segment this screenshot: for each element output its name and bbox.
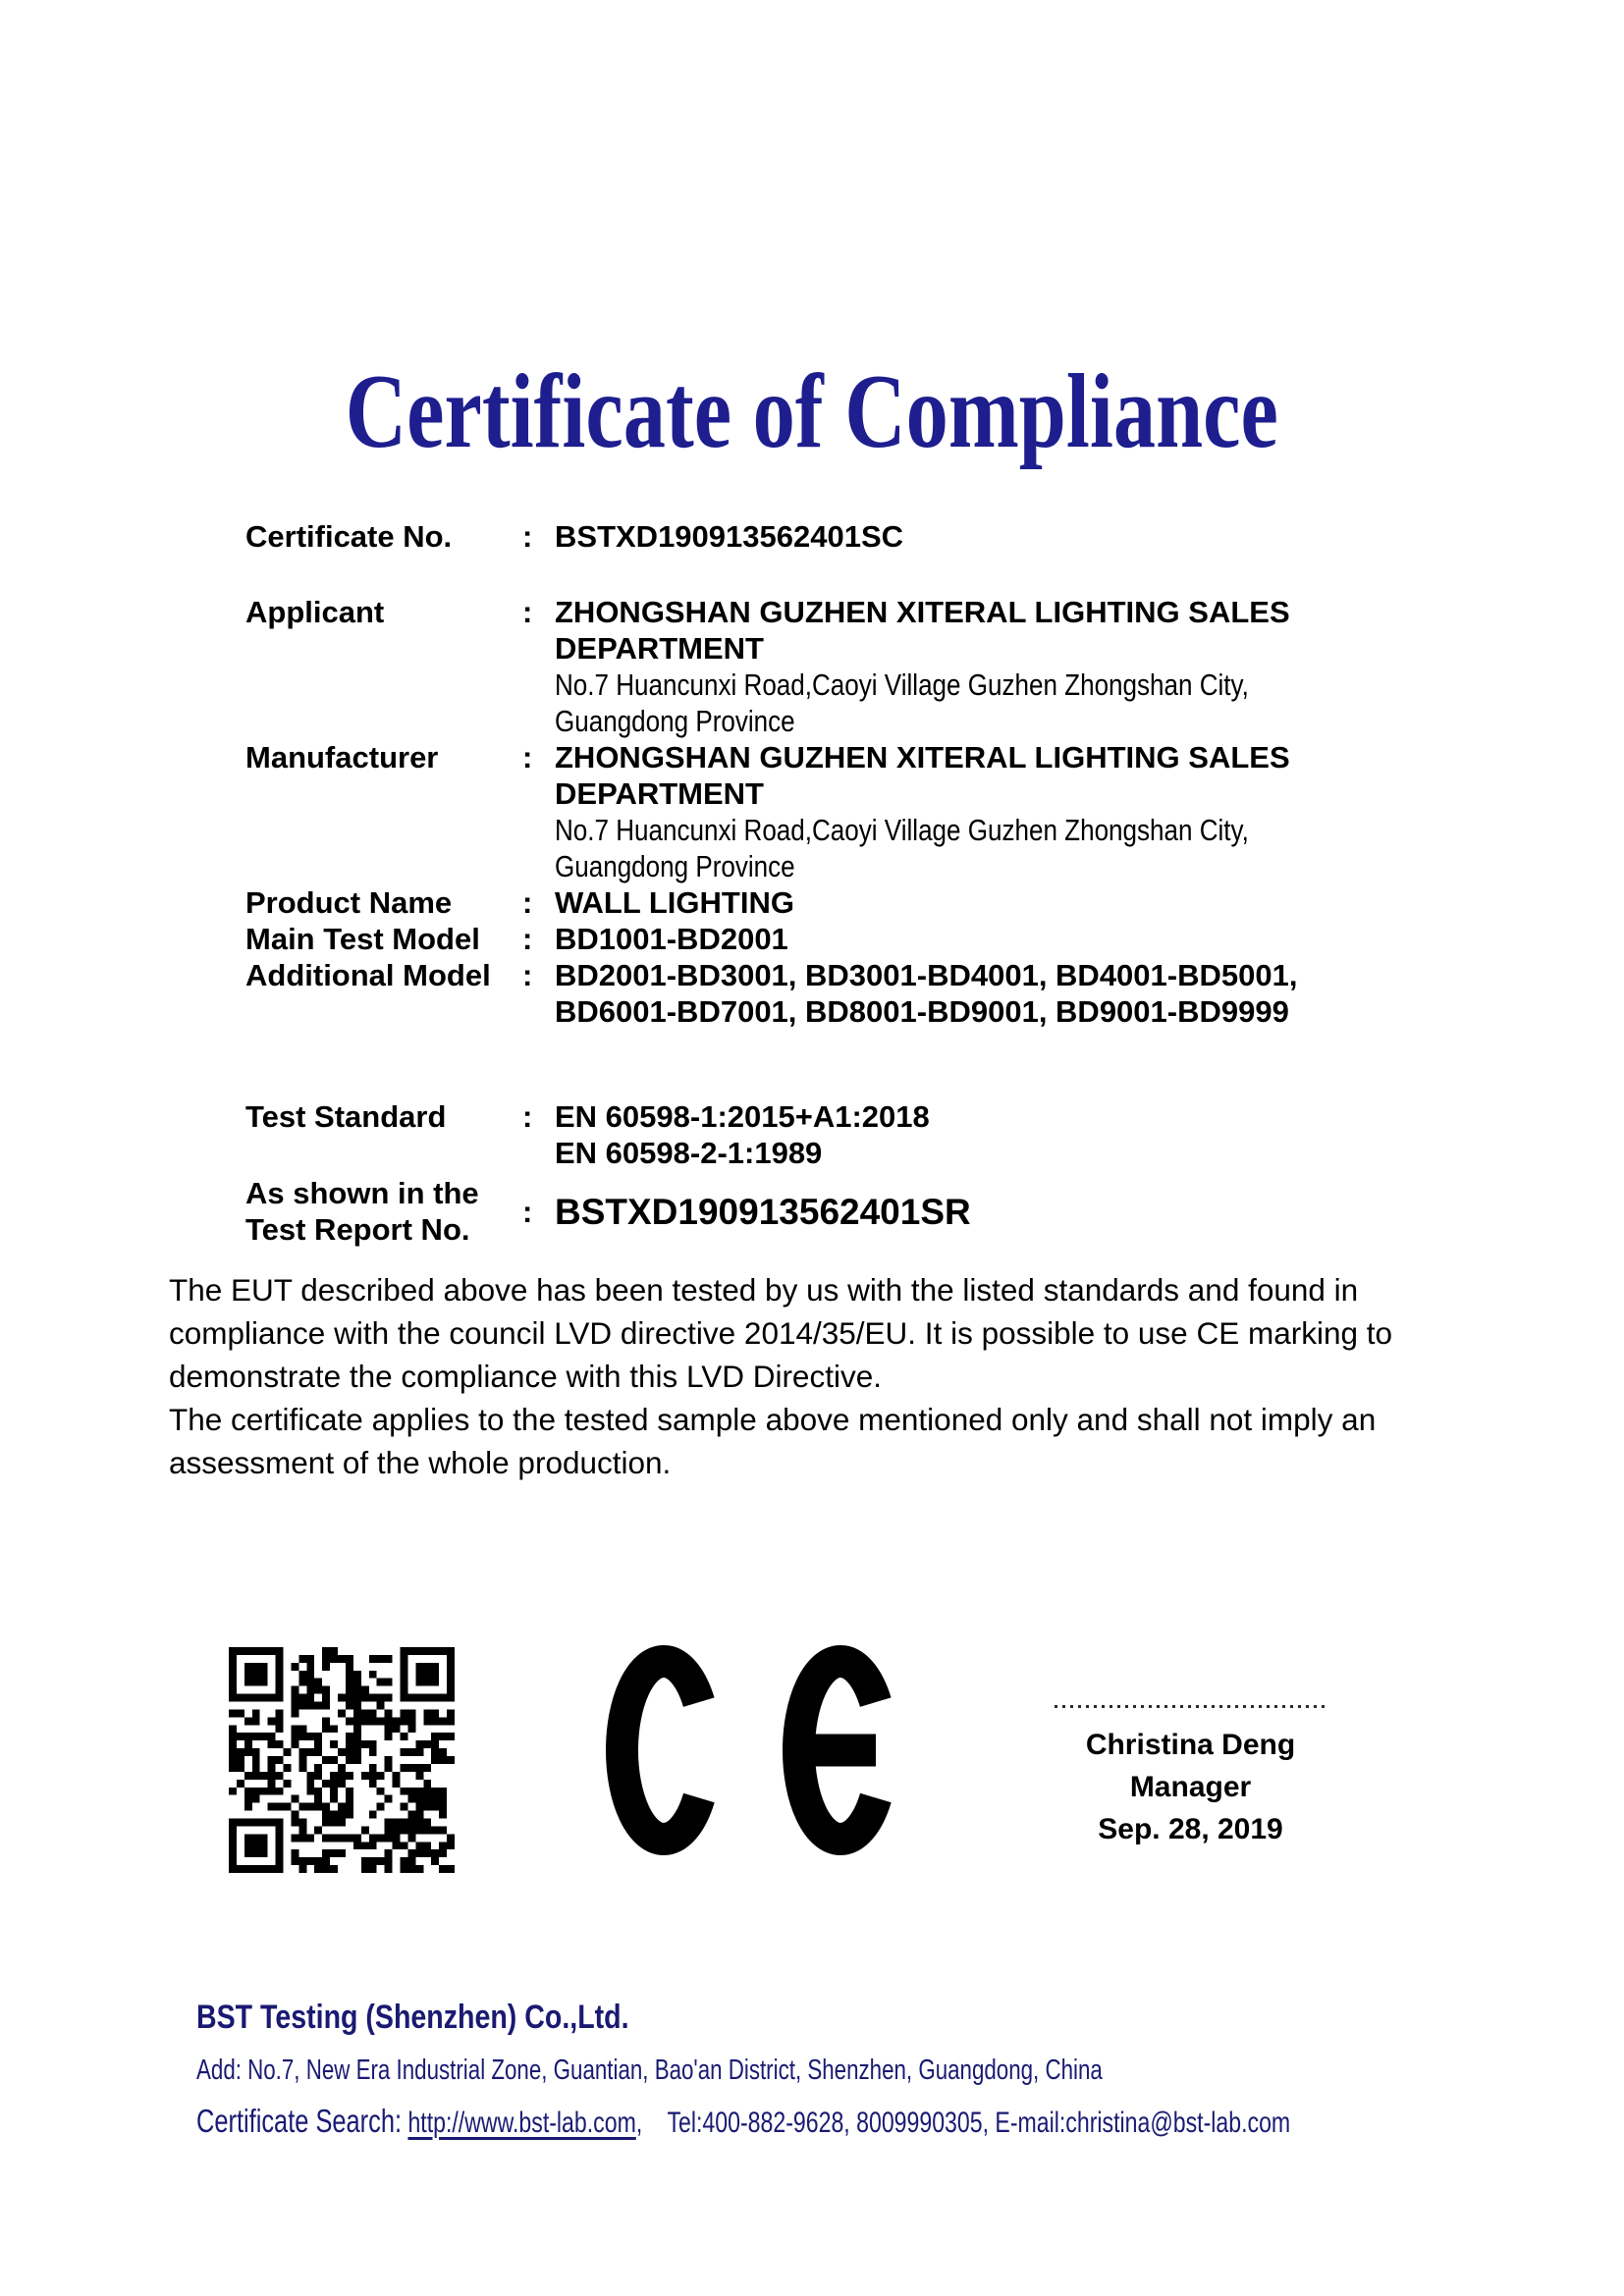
colon-separator: :	[522, 885, 533, 920]
signature-block	[1011, 1705, 1370, 1850]
colon-separator: :	[522, 740, 533, 774]
title-wrap	[0, 353, 1624, 470]
manufacturer-label: Manufacturer	[245, 740, 439, 774]
colon-separator: :	[522, 958, 533, 992]
statement-block	[169, 1268, 1485, 1484]
certificate-title: Certificate of Compliance	[345, 353, 1279, 470]
company-address: Add: No.7, New Era Industrial Zone, Guantian, Bao'an District, Shenzhen, Guangdong, China	[196, 2055, 1103, 2086]
info-table	[245, 518, 1453, 1248]
manufacturer-value	[555, 739, 1453, 884]
product-name-label: Product Name	[245, 885, 453, 920]
additional-model-row	[245, 957, 1453, 1030]
colon-separator: :	[522, 519, 533, 554]
colon-separator: :	[522, 1194, 533, 1229]
signature-dotted-line	[1055, 1705, 1326, 1708]
additional-model-line1: BD2001-BD3001, BD3001-BD4001, BD4001-BD5001,	[555, 958, 1298, 992]
test-standard-line1: EN 60598-1:2015+A1:2018	[555, 1099, 930, 1134]
applicant-name-line1: ZHONGSHAN GUZHEN XITERAL LIGHTING SALES	[555, 595, 1290, 629]
main-test-model-value: BD1001-BD2001	[555, 922, 788, 956]
test-report-value: BSTXD190913562401SR	[555, 1191, 971, 1232]
certificate-search-label: Certificate Search:	[196, 2103, 403, 2139]
product-name-row	[245, 884, 1453, 921]
signatory-name: Christina Deng	[1085, 1729, 1296, 1761]
qr-code	[229, 1647, 455, 1873]
manufacturer-address-line2: Guangdong Province	[555, 849, 795, 883]
manufacturer-address-line1: No.7 Huancunxi Road,Caoyi Village Guzhen Zhongshan City,	[555, 813, 1249, 847]
ce-letter-e-bar	[809, 1735, 876, 1767]
test-standard-value	[555, 1098, 1453, 1171]
product-name-value: WALL LIGHTING	[555, 885, 794, 920]
additional-model-line2: BD6001-BD7001, BD8001-BD9001, BD9001-BD9999	[555, 994, 1289, 1029]
applicant-address-line2: Guangdong Province	[555, 704, 795, 738]
main-test-model-label: Main Test Model	[245, 922, 480, 956]
statement-paragraph-1: The EUT described above has been tested by us with the listed standards and found in compliance with the council LVD directive 2014/35/EU. It is possible to use CE marking to demonstrate the compliance with this LVD Directive.	[169, 1272, 1393, 1394]
test-report-label	[245, 1175, 522, 1248]
certificate-search-link[interactable]: http://www.bst-lab.com	[407, 2107, 636, 2139]
additional-model-value	[555, 957, 1453, 1030]
applicant-value	[555, 594, 1453, 739]
footer	[196, 1999, 1571, 2140]
certificate-no-row	[245, 518, 1453, 555]
manufacturer-name-line1: ZHONGSHAN GUZHEN XITERAL LIGHTING SALES	[555, 740, 1290, 774]
signature-date: Sep. 28, 2019	[1098, 1813, 1283, 1845]
colon-separator: :	[522, 922, 533, 956]
manufacturer-name-line2: DEPARTMENT	[555, 776, 764, 811]
colon-separator: :	[522, 1099, 533, 1134]
manufacturer-row	[245, 739, 1453, 884]
test-standard-label: Test Standard	[245, 1099, 447, 1134]
applicant-name-line2: DEPARTMENT	[555, 631, 764, 666]
applicant-address-line1: No.7 Huancunxi Road,Caoyi Village Guzhen Zhongshan City,	[555, 667, 1249, 702]
statement-paragraph-2: The certificate applies to the tested sample above mentioned only and shall not imply an assessment of the whole production.	[169, 1402, 1377, 1480]
test-standard-line2: EN 60598-2-1:1989	[555, 1136, 823, 1170]
test-standard-row	[245, 1098, 1453, 1171]
additional-model-label: Additional Model	[245, 958, 491, 992]
certificate-search-line	[196, 2103, 1291, 2140]
signatory-title: Manager	[1129, 1771, 1252, 1803]
certificate-no-value: BSTXD190913562401SC	[555, 519, 904, 554]
company-name: BST Testing (Shenzhen) Co.,Ltd.	[196, 1999, 629, 2036]
certificate-no-label: Certificate No.	[245, 519, 453, 554]
applicant-row	[245, 594, 1453, 739]
footer-contact-info: , Tel:400-882-9628, 8009990305, E-mail:christina@bst-lab.com	[635, 2107, 1291, 2139]
ce-mark-logo	[606, 1644, 900, 1856]
test-report-label-line1: As shown in the	[245, 1176, 479, 1210]
applicant-label: Applicant	[245, 595, 385, 629]
colon-separator: :	[522, 595, 533, 629]
test-report-row	[245, 1175, 1453, 1248]
ce-letter-c	[623, 1662, 706, 1840]
main-test-model-row	[245, 921, 1453, 957]
test-report-label-line2: Test Report No.	[245, 1212, 470, 1247]
